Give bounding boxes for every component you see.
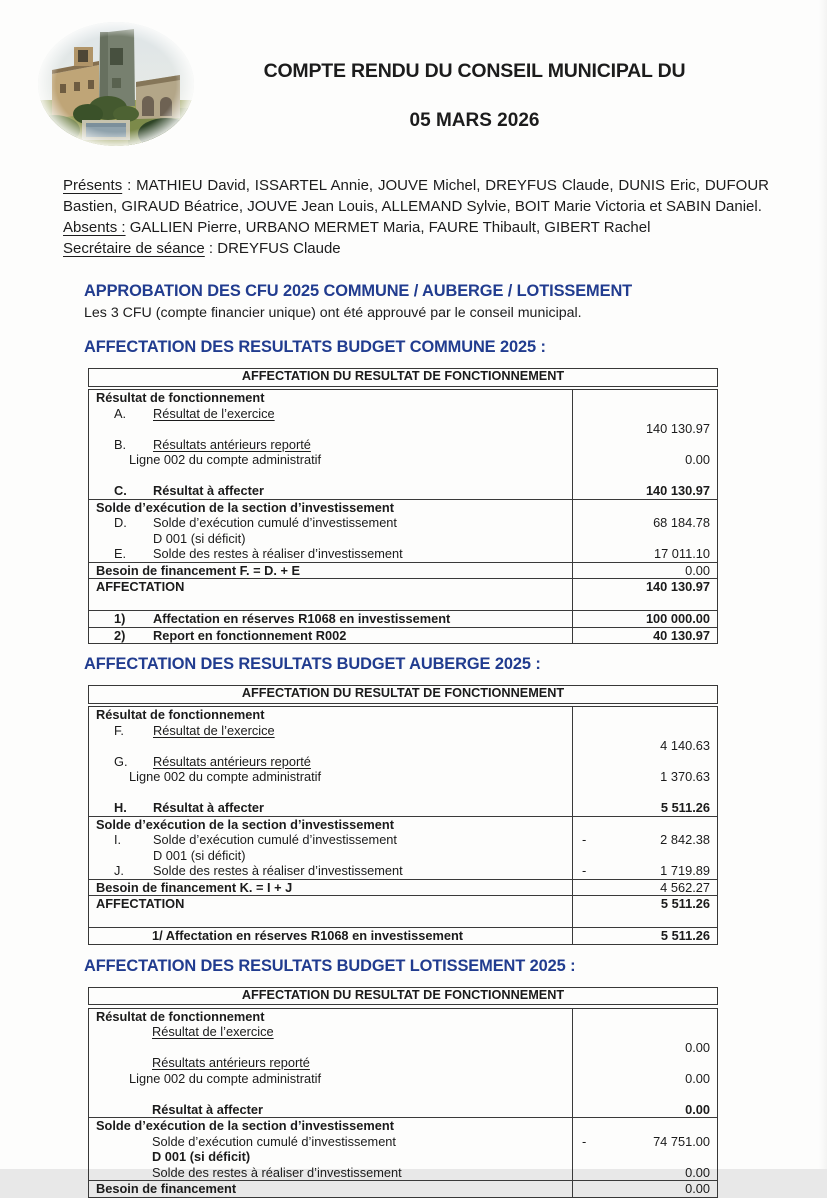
row-value: 140 130.97 — [645, 579, 710, 595]
row-letter: A. — [114, 405, 127, 421]
document-header — [0, 0, 827, 153]
budget-heading-commune: AFFECTATION DES RESULTATS BUDGET COMMUNE 2025 : — [84, 338, 546, 356]
row-value-cell — [572, 390, 717, 406]
row-value: 100 000.00 — [645, 611, 710, 627]
table-row — [89, 1180, 717, 1197]
table-title: AFFECTATION DU RESULTAT DE FONCTIONNEMENT — [88, 368, 718, 387]
table-row — [89, 1024, 717, 1040]
row-label: Ligne 002 du compte administratif — [129, 769, 322, 784]
approbation-heading: APPROBATION DES CFU 2025 COMMUNE / AUBERGE / LOTISSEMENT — [84, 282, 633, 300]
row-value-cell — [572, 928, 717, 944]
row-value-cell — [572, 1102, 717, 1118]
row-label: Résultat de fonctionnement — [96, 390, 265, 405]
table-row — [89, 800, 717, 816]
title-block — [198, 20, 797, 153]
table-row — [89, 452, 717, 468]
table-row — [89, 769, 717, 785]
table-row — [89, 1102, 717, 1118]
table-body — [88, 389, 718, 644]
negative-sign: - — [582, 863, 587, 879]
row-label: Résultat de l’exercice — [153, 405, 275, 421]
row-label: Ligne 002 du compte administratif — [129, 452, 322, 467]
row-value-cell — [572, 754, 717, 770]
table-row — [89, 499, 717, 516]
row-value-cell — [572, 452, 717, 468]
table-row — [89, 1071, 717, 1087]
table-row — [89, 912, 717, 928]
row-value-cell — [572, 1086, 717, 1102]
row-value-cell — [572, 546, 717, 562]
row-value: 5 511.26 — [660, 800, 710, 816]
table-row — [89, 515, 717, 531]
presents-names: : MATHIEU David, ISSARTEL Annie, JOUVE Michel, DREYFUS Claude, DUNIS Eric, DUFOUR Bastien, GIRAUD Béatrice, JOUVE Jean Louis, ALLEMAND Sylvie, BOIT Marie Victoria et SABIN Daniel. — [63, 177, 769, 215]
row-label: Solde d’exécution cumulé d’investissement — [153, 832, 397, 847]
budget-section-lotissement — [84, 957, 827, 1198]
table-row — [89, 723, 717, 739]
row-label: Solde d’exécution de la section d’investissement — [96, 1118, 394, 1133]
row-value: 4 562.27 — [660, 879, 710, 895]
table-row — [89, 1165, 717, 1181]
table-title: AFFECTATION DU RESULTAT DE FONCTIONNEMENT — [88, 685, 718, 704]
table-row — [89, 848, 717, 864]
row-label: Solde d’exécution de la section d’investissement — [96, 499, 394, 515]
row-value-cell — [572, 848, 717, 864]
row-label: Besoin de financement F. = D. + E — [96, 562, 301, 578]
table-row — [89, 578, 717, 595]
table-row — [89, 1149, 717, 1165]
row-value-cell — [572, 738, 717, 754]
table-row — [89, 707, 717, 723]
table-row — [89, 1117, 717, 1134]
row-label: Solde d’exécution cumulé d’investissement — [153, 515, 397, 530]
row-value: 1 719.89 — [660, 863, 710, 879]
budget-heading-auberge: AFFECTATION DES RESULTATS BUDGET AUBERGE 2025 : — [84, 655, 541, 673]
negative-sign: - — [582, 832, 587, 848]
table-row — [89, 1086, 717, 1102]
village-photo-illustration — [36, 20, 196, 148]
row-value: 5 511.26 — [660, 928, 710, 944]
row-label: Résultat de l’exercice — [153, 722, 275, 738]
row-value-cell — [572, 785, 717, 801]
row-letter: D. — [114, 515, 127, 530]
row-value-cell — [572, 1118, 717, 1134]
row-label: Résultat de l’exercice — [152, 1024, 274, 1039]
table-row — [89, 1055, 717, 1071]
absents-line — [63, 217, 769, 238]
budget-heading-lotissement: AFFECTATION DES RESULTATS BUDGET LOTISSEMENT 2025 : — [84, 956, 576, 975]
approbation-body: Les 3 CFU (compte financier unique) ont été approuvé par le conseil municipal. — [84, 305, 582, 321]
row-value-cell — [572, 769, 717, 785]
row-value-cell — [572, 800, 717, 816]
attendance-section — [63, 175, 769, 259]
table-row — [89, 531, 717, 547]
row-label: Solde des restes à réaliser d’investissement — [153, 863, 403, 878]
row-value: 2 842.38 — [660, 832, 710, 848]
row-value-cell — [572, 1149, 717, 1165]
row-value-cell — [572, 421, 717, 437]
row-value: 0.00 — [685, 452, 710, 468]
row-value-cell — [572, 832, 717, 848]
row-letter: B. — [114, 436, 127, 452]
row-value-cell — [572, 817, 717, 833]
row-value-cell — [572, 1055, 717, 1071]
table-row — [89, 595, 717, 611]
table-row — [89, 437, 717, 453]
row-label: Résultat à affecter — [153, 800, 264, 815]
row-value-cell — [572, 707, 717, 723]
row-label: D 001 (si déficit) — [152, 1149, 251, 1164]
row-letter: C. — [114, 483, 127, 498]
row-letter: 1) — [114, 611, 126, 626]
table-row — [89, 1009, 717, 1025]
secretary-line — [63, 238, 769, 259]
absents-label: Absents : — [63, 219, 126, 236]
row-value: 0.00 — [685, 1039, 710, 1055]
table-body — [88, 1008, 718, 1198]
row-label: Solde d’exécution de la section d’investissement — [96, 816, 394, 832]
budget-section-commune — [84, 338, 827, 644]
table-row — [89, 879, 717, 896]
row-label: Résultat de fonctionnement — [96, 1008, 265, 1024]
table-row — [89, 406, 717, 422]
row-value-cell — [572, 1071, 717, 1087]
row-value-cell — [572, 912, 717, 928]
table-row — [89, 468, 717, 484]
row-label: Solde des restes à réaliser d’investissement — [153, 546, 403, 561]
negative-sign: - — [582, 1133, 587, 1149]
row-value: 5 511.26 — [660, 896, 710, 912]
row-value: 0.00 — [685, 1164, 710, 1180]
table-body — [88, 706, 718, 945]
row-label: Résultat à affecter — [152, 1101, 263, 1117]
row-label: AFFECTATION — [96, 579, 185, 594]
row-value-cell — [572, 863, 717, 879]
row-label: Résultats antérieurs reporté — [153, 753, 311, 769]
table-row — [89, 1040, 717, 1056]
row-label: Ligne 002 du compte administratif — [129, 1070, 322, 1086]
row-value-cell — [572, 579, 717, 595]
row-label: D 001 (si déficit) — [153, 847, 246, 863]
row-label: Résultat de fonctionnement — [96, 707, 265, 722]
table-row — [89, 785, 717, 801]
row-letter: J. — [114, 863, 124, 878]
row-value: 0.00 — [685, 562, 710, 578]
row-letter: H. — [114, 800, 127, 815]
presents-label: Présents — [63, 177, 123, 194]
row-label: Résultats antérieurs reporté — [153, 436, 311, 452]
result-table-auberge — [88, 685, 718, 945]
budget-tables — [0, 338, 827, 1198]
row-value-cell — [572, 483, 717, 499]
row-letter: I. — [114, 832, 122, 847]
row-value-cell — [572, 1024, 717, 1040]
row-value-cell — [572, 723, 717, 739]
table-row — [89, 390, 717, 406]
row-value-cell — [572, 611, 717, 627]
row-value-cell — [572, 500, 717, 516]
row-letter: G. — [114, 753, 128, 769]
table-row — [89, 421, 717, 437]
row-value: 4 140.63 — [660, 738, 710, 754]
table-row — [89, 863, 717, 879]
row-label: Besoin de financement — [96, 1181, 237, 1196]
row-value: 74 751.00 — [653, 1133, 710, 1149]
row-value-cell — [572, 437, 717, 453]
row-label: Résultat à affecter — [153, 483, 264, 498]
table-row — [89, 546, 717, 562]
row-value-cell — [572, 1134, 717, 1150]
result-table-commune — [88, 368, 718, 644]
row-value-cell — [572, 468, 717, 484]
row-letter: E. — [114, 546, 127, 561]
table-row — [89, 1134, 717, 1150]
row-value: 140 130.97 — [645, 421, 710, 437]
row-value-cell — [572, 896, 717, 912]
document-title: COMPTE RENDU DU CONSEIL MUNICIPAL DU — [263, 60, 686, 82]
row-label: Report en fonctionnement R002 — [153, 627, 347, 643]
budget-section-auberge — [84, 655, 827, 945]
row-value: 140 130.97 — [645, 483, 710, 499]
row-value-cell — [572, 595, 717, 611]
table-row — [89, 562, 717, 579]
row-value: 17 011.10 — [654, 546, 710, 562]
row-label: 1/ Affectation en réserves R1068 en investissement — [152, 928, 464, 943]
table-row — [89, 927, 717, 944]
presents-line — [63, 175, 769, 217]
row-label: Solde d’exécution cumulé d’investissement — [152, 1133, 396, 1149]
table-row — [89, 483, 717, 499]
row-value: 1 370.63 — [660, 769, 710, 785]
row-value-cell — [572, 1165, 717, 1181]
absents-names: GALLIEN Pierre, URBANO MERMET Maria, FAURE Thibault, GIBERT Rachel — [125, 219, 651, 236]
secretary-label: Secrétaire de séance — [63, 240, 205, 257]
table-row — [89, 738, 717, 754]
table-row — [89, 832, 717, 848]
row-value: 0.00 — [685, 1101, 710, 1117]
row-value: 40 130.97 — [653, 627, 710, 643]
table-row — [89, 816, 717, 833]
row-value-cell — [572, 406, 717, 422]
row-value-cell — [572, 515, 717, 531]
row-label: Résultats antérieurs reporté — [152, 1055, 310, 1070]
row-letter: F. — [114, 722, 124, 738]
table-row — [89, 610, 717, 627]
row-label: Solde des restes à réaliser d’investissement — [152, 1164, 402, 1180]
table-title: AFFECTATION DU RESULTAT DE FONCTIONNEMENT — [88, 987, 718, 1006]
row-value: 68 184.78 — [653, 515, 710, 531]
table-row — [89, 754, 717, 770]
row-letter: 2) — [114, 627, 126, 643]
secretary-name: : DREYFUS Claude — [204, 240, 341, 257]
table-row — [89, 895, 717, 912]
row-value-cell — [572, 1040, 717, 1056]
result-table-lotissement — [88, 987, 718, 1198]
approbation-section — [84, 282, 767, 321]
row-value-cell — [572, 880, 717, 896]
document-date: 05 MARS 2026 — [409, 110, 540, 131]
row-label: Besoin de financement K. = I + J — [96, 879, 293, 895]
row-label: Affectation en réserves R1068 en investissement — [153, 611, 451, 626]
row-value-cell — [572, 563, 717, 579]
row-label: D 001 (si déficit) — [153, 530, 246, 546]
row-value: 0.00 — [685, 1070, 710, 1086]
row-value-cell — [572, 1181, 717, 1197]
table-row — [89, 627, 717, 644]
row-value-cell — [572, 628, 717, 644]
row-value-cell — [572, 1009, 717, 1025]
row-label: AFFECTATION — [96, 896, 185, 911]
row-value: 0.00 — [685, 1181, 710, 1197]
row-value-cell — [572, 531, 717, 547]
village-photo-logo — [36, 20, 198, 153]
